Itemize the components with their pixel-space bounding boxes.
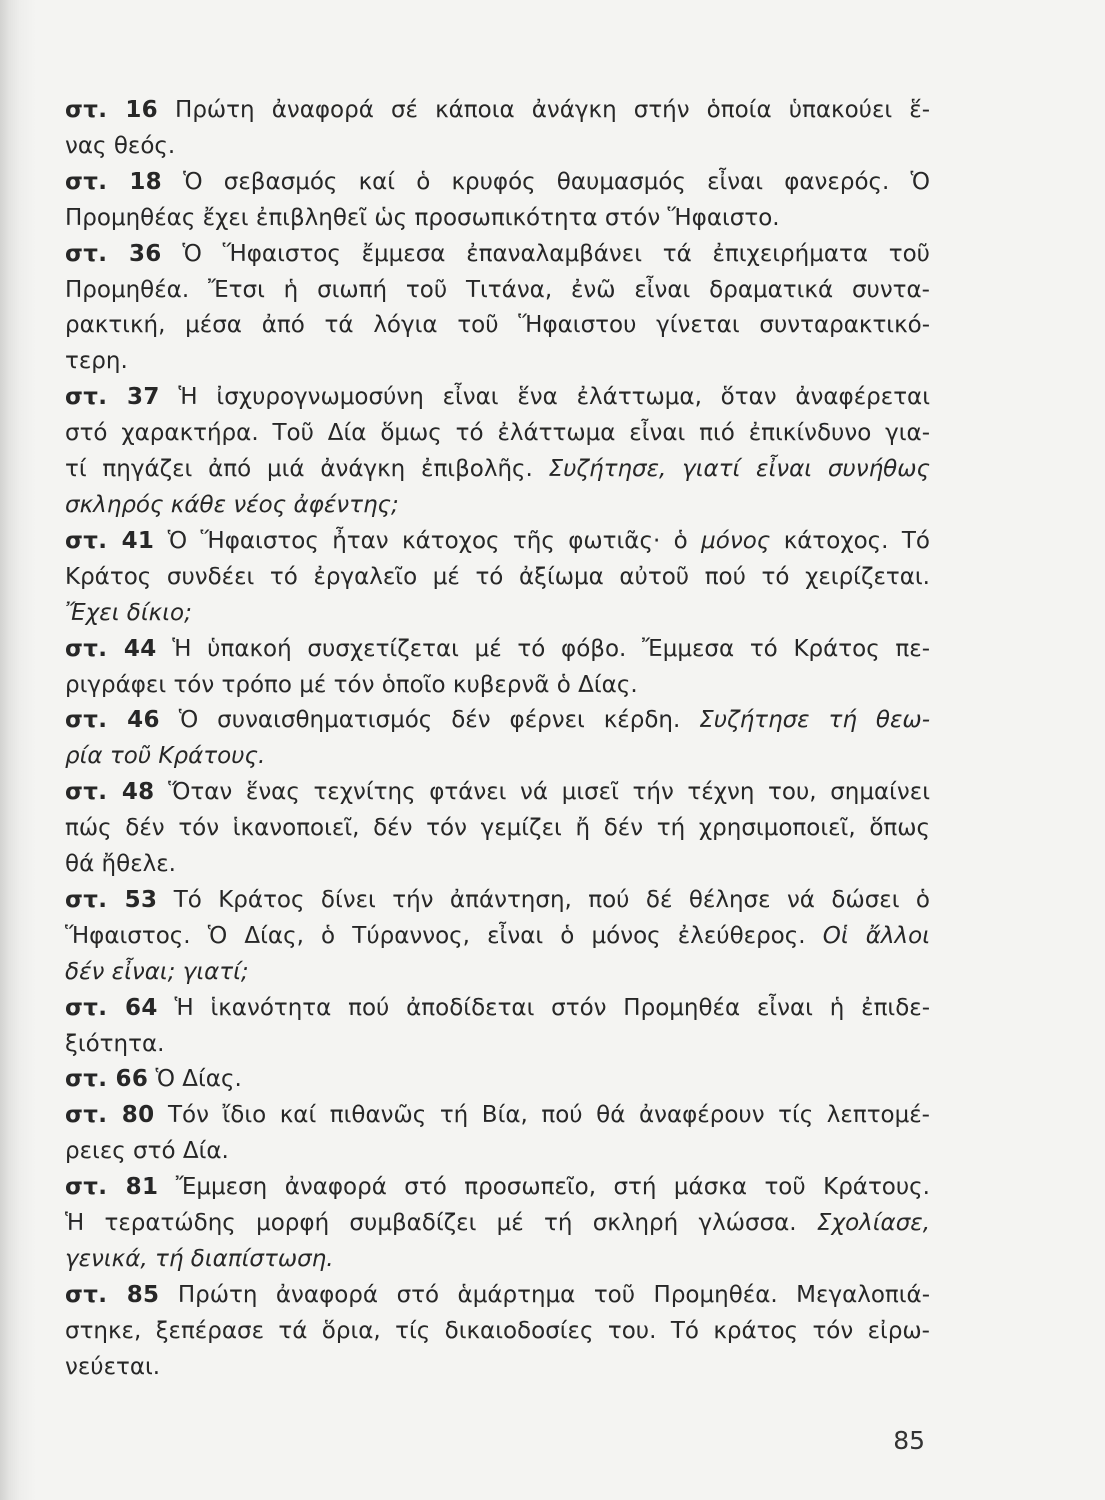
note-text: στό χαρακτήρα. Τοῦ Δία ὅμως τό ἐλάττωμα εἶναι πιό ἐπικίνδυνο για-	[65, 420, 930, 447]
note-line	[65, 847, 930, 883]
note-st-80	[65, 1098, 930, 1170]
note-st-18	[65, 165, 930, 237]
note-st-66	[65, 1062, 930, 1098]
note-line	[65, 883, 930, 919]
note-text: τερη.	[65, 348, 128, 375]
commentary-notes	[65, 93, 930, 1386]
note-question: Ἔχει δίκιο;	[65, 599, 192, 626]
note-line	[65, 1134, 930, 1170]
verse-label: στ. 41	[65, 527, 155, 554]
note-line	[65, 308, 930, 344]
note-line	[65, 703, 930, 739]
note-line	[65, 560, 930, 596]
note-st-81	[65, 1170, 930, 1278]
note-line	[65, 991, 930, 1027]
note-line	[65, 452, 930, 488]
note-text: ριγράφει τόν τρόπο μέ τόν ὁποῖο κυβερνᾶ ὁ Δίας.	[65, 671, 638, 698]
note-st-85	[65, 1278, 930, 1386]
note-line	[65, 1098, 930, 1134]
note-text: Κράτος συνδέει τό ἐργαλεῖο μέ τό ἀξίωμα αὐτοῦ πού τό χειρίζεται.	[65, 563, 930, 590]
note-text: κάτοχος. Τό	[783, 527, 931, 554]
note-st-41	[65, 524, 930, 632]
note-question: Οἱ ἄλλοι	[822, 922, 930, 949]
note-line	[65, 344, 930, 380]
note-text: Ὁ Ἥφαιστος ἔμμεσα ἐπαναλαμβάνει τά ἐπιχειρήματα τοῦ	[182, 240, 930, 267]
note-text: Ὁ Ἥφαιστος ἦταν κάτοχος τῆς φωτιᾶς· ὁ	[167, 527, 688, 554]
note-text: Τό Κράτος δίνει τήν ἀπάντηση, πού δέ θέλησε νά δώσει ὁ	[173, 886, 930, 913]
note-st-36	[65, 237, 930, 381]
verse-label: στ. 64	[65, 994, 158, 1021]
note-line	[65, 237, 930, 273]
note-text: νας θεός.	[65, 132, 176, 159]
verse-label: στ. 81	[65, 1174, 159, 1201]
verse-label: στ. 66	[65, 1066, 149, 1093]
note-text: Πρώτη ἀναφορά σέ κάποια ἀνάγκη στήν ὁποία ὑπακούει ἕ-	[175, 97, 930, 123]
note-text: πώς δέν τόν ἱκανοποιεῖ, δέν τόν γεμίζει ἤ δέν τή χρησιμοποιεῖ, ὅπως	[65, 815, 930, 842]
verse-label: στ. 37	[65, 384, 160, 411]
note-text: Ἥφαιστος. Ὁ Δίας, ὁ Τύραννος, εἶναι ὁ μόνος ἐλεύθερος.	[65, 922, 806, 949]
note-line	[65, 380, 930, 416]
note-line	[65, 1314, 930, 1350]
verse-label: στ. 48	[65, 779, 155, 806]
note-st-44	[65, 632, 930, 704]
note-question: Σχολίασε,	[816, 1210, 931, 1237]
note-question: ρία τοῦ Κράτους.	[65, 743, 266, 770]
note-st-48	[65, 775, 930, 883]
note-st-46	[65, 703, 930, 775]
note-text: Ἔμμεση ἀναφορά στό προσωπεῖο, στή μάσκα τοῦ Κράτους.	[175, 1174, 930, 1201]
note-text: Ὁ σεβασμός καί ὁ κρυφός θαυμασμός εἶναι φανερός. Ὁ	[183, 168, 930, 195]
verse-label: στ. 80	[65, 1102, 155, 1129]
note-text: ρακτική, μέσα ἀπό τά λόγια τοῦ Ἥφαιστου γίνεται συνταρακτικό-	[65, 312, 930, 339]
note-text: στηκε, ξεπέρασε τά ὅρια, τίς δικαιοδοσίες του. Τό κράτος τόν εἰρω-	[65, 1317, 930, 1344]
note-line	[65, 668, 930, 704]
note-line	[65, 273, 930, 309]
page-number: 85	[893, 1426, 925, 1455]
note-text: Ὁ Δίας.	[155, 1066, 242, 1093]
verse-label: στ. 53	[65, 886, 158, 913]
note-text: Ἡ ἱκανότητα πού ἀποδίδεται στόν Προμηθέα εἶναι ἡ ἐπιδε-	[174, 994, 930, 1021]
note-text: Προμηθέας ἔχει ἐπιβληθεῖ ὡς προσωπικότητα στόν Ἥφαιστο.	[65, 204, 780, 231]
note-line	[65, 1027, 930, 1063]
note-line	[65, 93, 930, 129]
note-text: νεύεται.	[65, 1353, 161, 1380]
verse-label: στ. 36	[65, 240, 162, 267]
note-line	[65, 1170, 930, 1206]
note-line	[65, 1062, 930, 1098]
note-line	[65, 1242, 930, 1278]
scan-edge-shadow	[0, 0, 36, 1500]
note-question: σκληρός κάθε νέος ἀφέντης;	[65, 491, 399, 518]
note-text: Πρώτη ἀναφορά στό ἁμάρτημα τοῦ Προμηθέα. Μεγαλοπιά-	[177, 1281, 930, 1308]
note-line	[65, 416, 930, 452]
note-line	[65, 811, 930, 847]
note-text: Ἡ ἰσχυρογνωμοσύνη εἶναι ἕνα ἐλάττωμα, ὅταν ἀναφέρεται	[178, 384, 930, 411]
note-text: τί πηγάζει ἀπό μιά ἀνάγκη ἐπιβολῆς.	[65, 456, 533, 483]
verse-label: στ. 16	[65, 97, 158, 123]
note-question: Συζήτησε, γιατί εἶναι συνήθως	[548, 456, 930, 483]
note-line	[65, 1278, 930, 1314]
note-question: δέν εἶναι; γιατί;	[65, 958, 249, 985]
note-question: γενικά, τή διαπίστωση.	[65, 1246, 334, 1272]
note-line	[65, 1206, 930, 1242]
note-line	[65, 488, 930, 524]
note-line	[65, 524, 930, 560]
note-text: ξιότητα.	[65, 1030, 165, 1057]
note-text: Ὅταν ἕνας τεχνίτης φτάνει νά μισεῖ τήν τέχνη του, σημαίνει	[168, 779, 930, 806]
note-text: ρειες στό Δία.	[65, 1138, 229, 1165]
note-question: Συζήτησε τή θεω-	[699, 707, 930, 734]
note-line	[65, 201, 930, 237]
note-st-37	[65, 380, 930, 524]
note-line	[65, 1350, 930, 1386]
note-emphasis: μόνος	[701, 527, 771, 554]
note-text: Ἡ τερατώδης μορφή συμβαδίζει μέ τή σκληρή γλώσσα.	[65, 1210, 797, 1237]
verse-label: στ. 44	[65, 635, 157, 662]
verse-label: στ. 18	[65, 168, 162, 195]
note-line	[65, 129, 930, 165]
note-line	[65, 739, 930, 775]
note-st-16	[65, 93, 930, 165]
verse-label: στ. 46	[65, 707, 160, 734]
note-line	[65, 919, 930, 955]
note-line	[65, 632, 930, 668]
note-line	[65, 165, 930, 201]
note-line	[65, 596, 930, 632]
note-line	[65, 955, 930, 991]
note-text: Ὁ συναισθηματισμός δέν φέρνει κέρδη.	[178, 707, 681, 734]
note-text: Τόν ἴδιο καί πιθανῶς τή Βία, πού θά ἀναφέρουν τίς λεπτομέ-	[167, 1102, 930, 1129]
note-st-64	[65, 991, 930, 1063]
note-text: θά ἤθελε.	[65, 851, 176, 878]
note-line	[65, 775, 930, 811]
note-text: Προμηθέα. Ἔτσι ἡ σιωπή τοῦ Τιτάνα, ἐνῶ εἶναι δραματικά συντα-	[65, 276, 930, 303]
note-st-53	[65, 883, 930, 991]
verse-label: στ. 85	[65, 1281, 160, 1308]
note-text: Ἡ ὑπακοή συσχετίζεται μέ τό φόβο. Ἔμμεσα τό Κράτος πε-	[172, 635, 930, 662]
